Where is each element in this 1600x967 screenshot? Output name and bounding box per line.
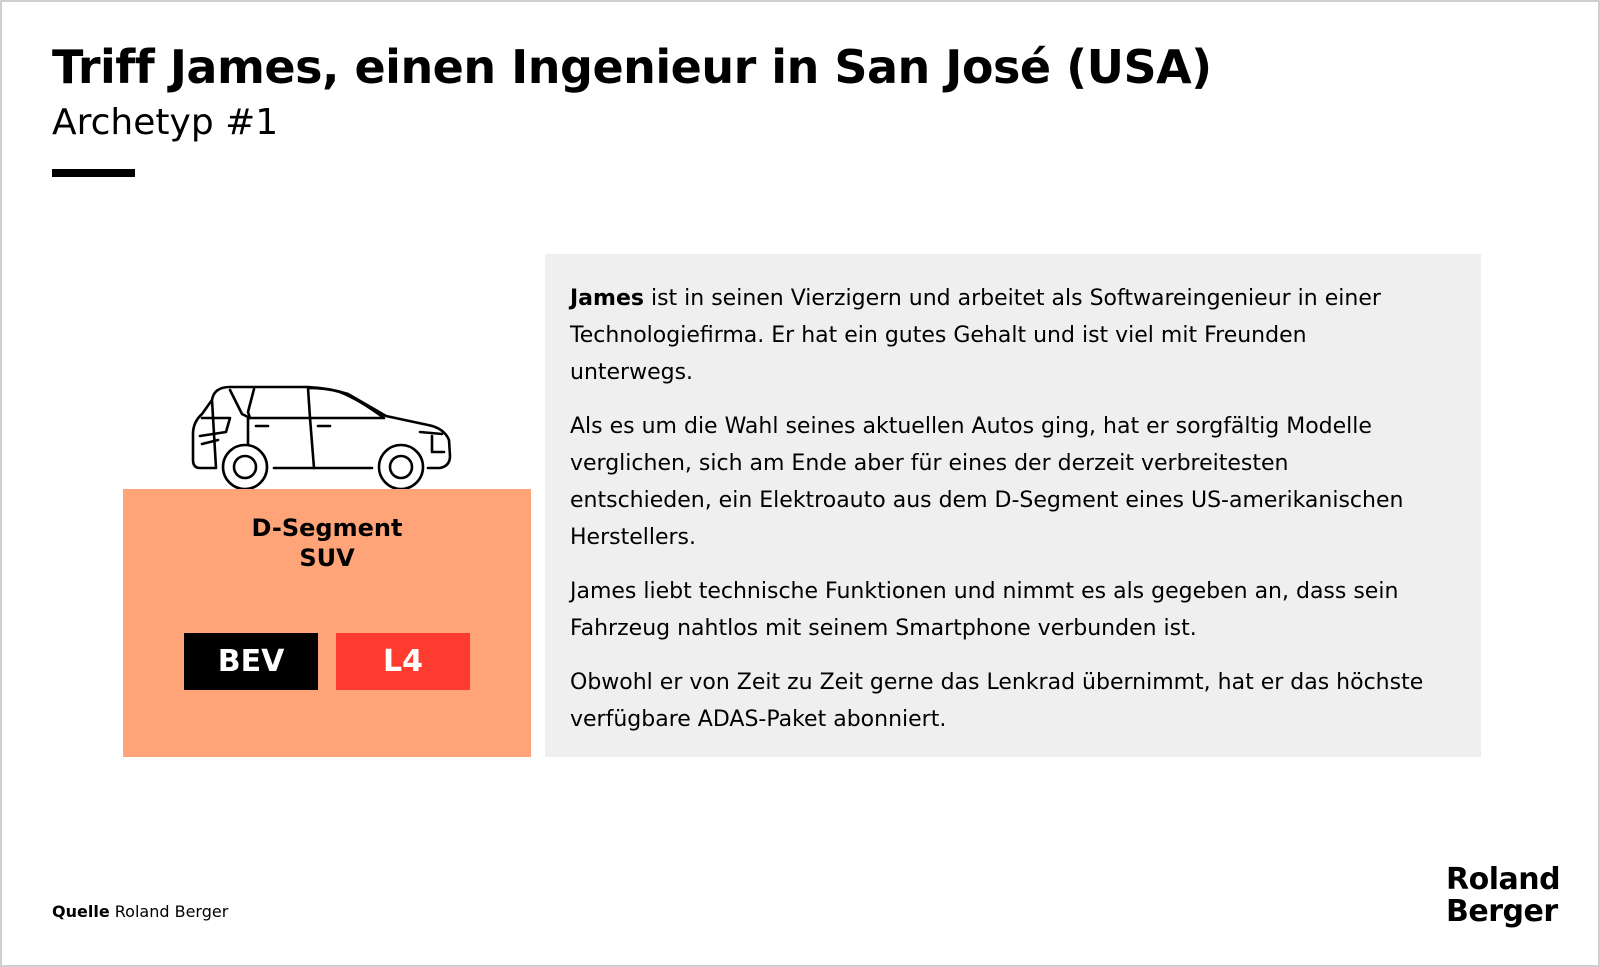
- segment-line-2: SUV: [299, 544, 355, 572]
- autonomy-level-badge: L4: [336, 633, 470, 690]
- title-accent-bar: [52, 169, 135, 177]
- segment-label: [123, 513, 531, 573]
- suv-car-icon: [190, 382, 462, 492]
- vehicle-segment-card: [123, 489, 531, 757]
- logo-line-2: Berger: [1446, 894, 1558, 929]
- page-subtitle: Archetyp #1: [52, 102, 279, 143]
- source-note: [52, 902, 228, 921]
- description-panel: [545, 254, 1481, 757]
- description-paragraph-2: Als es um die Wahl seines aktuellen Autos ging, hat er sorgfältig Modelle verglichen, sich am Ende aber für eines der derzeit verbreitesten entschieden, ein Elektroauto aus dem D-Segment eines US-amerikanischen Herstellers.: [570, 414, 1404, 550]
- description-paragraph-4: Obwohl er von Zeit zu Zeit gerne das Lenkrad übernimmt, hat er das höchste verfügbare ADAS-Paket abonniert.: [570, 670, 1424, 732]
- bev-badge: BEV: [184, 633, 318, 690]
- segment-line-1: D-Segment: [251, 514, 403, 542]
- source-key: Quelle: [52, 902, 110, 921]
- persona-name: James: [570, 286, 644, 311]
- paragraph-1-text: ist in seinen Vierzigern und arbeitet als Softwareingenieur in einer Technologiefirma. Er hat ein gutes Gehalt und ist viel mit Freunden unterwegs.: [570, 286, 1381, 385]
- description-paragraph-1: [570, 280, 1430, 391]
- roland-berger-logo: [1446, 864, 1560, 928]
- description-paragraph-3: James liebt technische Funktionen und nimmt es als gegeben an, dass sein Fahrzeug nahtlos mit seinem Smartphone verbunden ist.: [570, 579, 1399, 641]
- source-value: Roland Berger: [114, 902, 229, 921]
- page-title: Triff James, einen Ingenieur in San José (USA): [52, 40, 1212, 94]
- logo-line-1: Roland: [1446, 862, 1561, 897]
